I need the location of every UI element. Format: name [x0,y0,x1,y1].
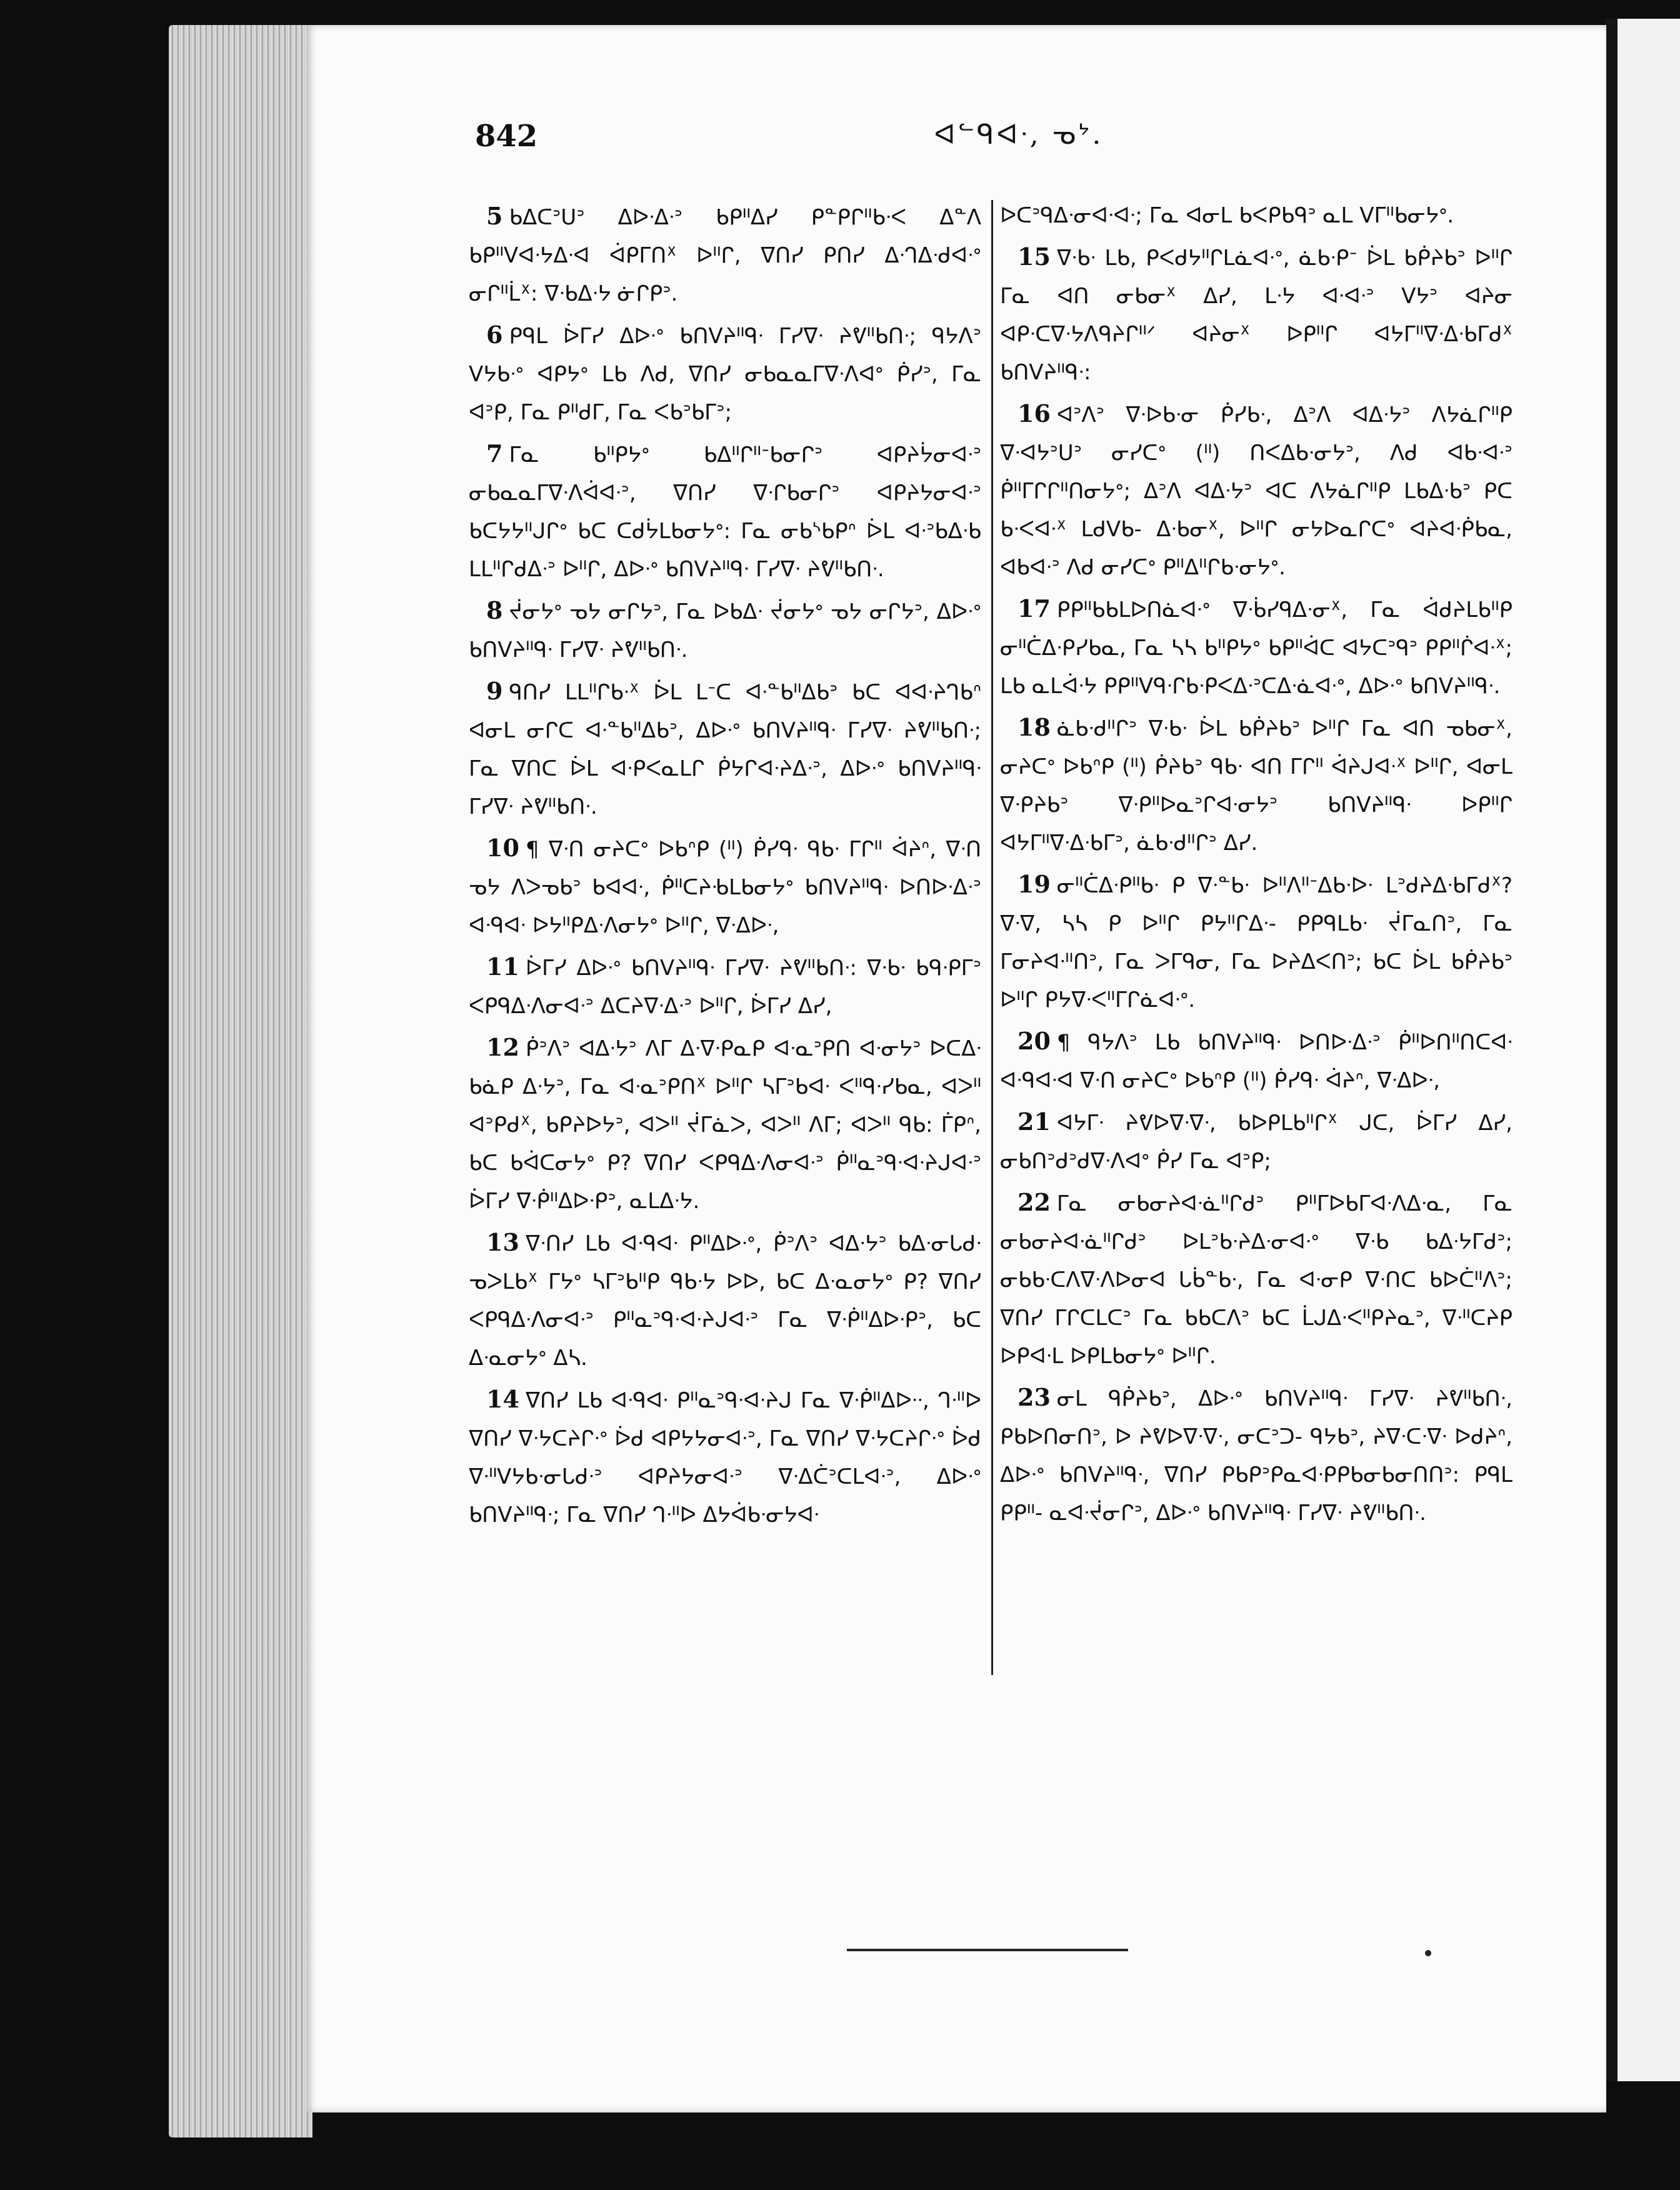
verse-text: ᐅᑕᐣᑫᐃᐧᓂᐊᐧᐊᐧ; ᒥᓇ ᐊᓂᒪ ᑲᐸᑭᑲᑫᐣ ᓇᒪ ᐯᒥᐦᑲᓂᔭᐤ. [1000,203,1454,228]
running-head: ᐊᓪᑫᐊᐧ, ᓀᔾ. [934,119,1104,151]
verse [1000,238,1512,392]
verse [469,829,981,945]
verse-number: 23 [1018,1383,1051,1411]
book-gutter [1605,19,1619,2081]
verse-number: 17 [1018,594,1051,622]
verse-number: 8 [486,596,503,624]
verse [1000,197,1512,235]
verse [1000,1022,1512,1100]
verse [469,948,981,1026]
verse-text: ᐁᐧᑎᓯ ᒪᑲ ᐊᐧᑫᐊᐧ ᑭᐦᐃᐅᐧᐤ, ᑮᐣᐱᐣ ᐊᐃᐧᔭᐣ ᑲᐃᐧᓂᒐᑯᐧ ᓀᐳᒪᑲᕽ ᒥᔭᐤ ᓴᒥᐣᑲᐦᑭ ᑫᑲᐧᔭ ᐅᐅ, ᑲᑕ ᐃᐧᓇᓂᔭᐤ ᑭ? ᐁᑎᓯ ᐸᑭᑫᐃᐧᐱᓂᐊᐧᐣ ᑭᐦᓇᐣᑫᐧᐊᐧᔨᒍᐊᐧᐣ ᒥᓇ ᐁᐧᑮᐦᐃᐅᐧᑭᐣ, ᑲᑕ ᐃᐧᓇᓂᔭᐤ ᐃᓴ. [469,1231,981,1371]
verse-number: 19 [1018,870,1051,898]
verse-text: ᑭᑫᒪ ᐆᒥᓯ ᐃᐅᐧᐤ ᑲᑎᐯᔨᐦᑫᐧ ᒥᓯᐁᐧ ᔨᕓᐦᑲᑎᐧ; ᑫᔭᐱᐣ ᐯᔭᑲᐧᐤ ᐊᑭᔭᐤ ᒪᑲ ᐱᑯ, ᐁᑎᓯ ᓂᑲᓇᓇᒥᐁᐧᐱᐊᐤ ᑮᓯᐣ, ᒥᓇ ᐊᐣᑭ, ᒥᓇ ᑭᐦᑯᒥ, ᒥᓇ ᐸᑲᐣᑲᒥᐣ; [469,324,981,425]
verse-number: 16 [1018,399,1051,428]
verse-text: ᐊᔭᒥᐧ ᔨᕓᐅᐁᐧᐁᐧ, ᑲᐅᑭᒪᑲᐦᒋᕽ ᒍᑕ, ᐆᒥᓯ ᐃᓯ, ᓂᑲᑎᐣᑯᐣᑯᐁᐧᐱᐊᐤ ᑮᓯ ᒥᓇ ᐊᐣᑭ; [1000,1111,1512,1174]
verse-number: 20 [1018,1027,1051,1055]
verse [469,591,981,669]
verse-text: ᔫᓂᔭᐤ ᓀᔭ ᓂᒋᔭᐣ, ᒥᓇ ᐅᑲᐃᐧ ᔫᓂᔭᐤ ᓀᔭ ᓂᒋᔭᐣ, ᐃᐅᐧᐤ ᑲᑎᐯᔨᐦᑫᐧ ᒥᓯᐁᐧ ᔨᕓᐦᑲᑎᐧ. [469,599,981,662]
verse [469,1028,981,1221]
page-header [475,119,1562,169]
verse-text: ᑮᐣᐱᐣ ᐊᐃᐧᔭᐣ ᐱᒥ ᐃᐧᐁᐧᑭᓇᑭ ᐊᐧᓇᐣᑭᑎ ᐊᐧᓂᔭᐣ ᐅᑕᐃᐧ ᑲᓈᑭ ᐃᐧᔭᐣ, ᒥᓇ ᐊᐧᓇᐣᑭᑎᕽ ᐅᐦᒋ ᓴᒥᐣᑲᐊᐧ ᐸᐦᑫᐧᓯᑲᓇ, ᐊᐳᐦ ᐊᐣᑭᑯᕽ, ᑲᑭᔨᐅᔭᐣ, ᐊᐳᐦ ᔫᒥᓈᐳ, ᐊᐳᐦ ᐱᒥ; ᐊᐳᐦ ᑫᑲ: ᒦᑭᐢ, ᑲᑕ ᑲᐋᑕᓂᔭᐤ ᑭ? ᐁᑎᓯ ᐸᑭᑫᐃᐧᐱᓂᐊᐧᐣ ᑮᐦᓇᐣᑫᐧᐊᐧᔨᒍᐊᐧᐣ ᐆᒥᓯ ᐁᐧᑮᐦᐃᐅᐧᑭᐣ, ᓇᒪᐃᐧᔭ. [469,1036,981,1214]
verse [469,1380,981,1534]
book-page [306,25,1606,2112]
verse [1000,1102,1512,1181]
verse-text: ᑲᐃᑕᐣᑌᐣ ᐃᐅᐧᐃᐧᐣ ᑲᑭᐦᐃᓯ ᑭᓐᑭᒋᐦᑲᐧᐸ ᐃᓐᐱ ᑲᑭᐦᐯᐊᐧᔭᐃᐧᐊ ᐋᑭᒥᑎᕽ ᐅᐦᒋ, ᐁᑎᓯ ᑭᑎᓯ ᐃᐧᒉᐃᐧᑯᐊᐧᐤ ᓂᒋᐦᒫᕽ: ᐁᐧᑲᐃᐧᔭ ᓃᒋᑭᐣ. [469,205,981,306]
verse-text: ᐁᑎᓯ ᒪᑲ ᐊᐧᑫᐊᐧ ᑭᐦᓇᐣᑫᐧᐊᐧᔨᒍ ᒥᓇ ᐁᐧᑮᐦᐃᐅᐧᐧ, ᒉᐧᐦᐅ ᐁᑎᓯ ᐁᐧᔭᑕᔨᒋᐧᐤ ᐆᑯ ᐊᑭᔭᔭᓂᐊᐧᐣ, ᒥᓇ ᐁᑎᓯ ᐁᐧᔭᑕᔨᒋᐧᐤ ᐆᑯ ᐁᐧᐦᐯᔭᑲᐧᓂᒐᑯᐧᐣ ᐊᑭᔨᔭᓂᐊᐧᐣ ᐁᐧᐃᑖᐣᑕᒪᐊᐧᐣ, ᐃᐅᐧᐤ ᑲᑎᐯᔨᐦᑫᐧ; ᒥᓇ ᐁᑎᓯ ᒉᐧᐦᐅ ᐃᔭᐋᑲᐧᓂᔭᐊᐧ [469,1388,981,1528]
verse-number: 11 [486,952,519,981]
verse [1000,865,1512,1019]
end-rule [847,1949,1128,1951]
verse-text: ¶ ᐁᐧᑎ ᓂᔨᑕᐤ ᐅᑲᐢᑭ (ᐦ) ᑮᓯᑫᐧ ᑫᑲᐧ ᒥᒋᐦ ᐋᔨᐢ, ᐁᐧᑎ ᓀᔭ ᐱᐳᓀᑲᐣ ᑲᐊᐊᐧ, ᑮᐦᑕᔨᑾᒪᑲᓂᔭᐤ ᑲᑎᐯᔨᐦᑫᐧ ᐅᑎᐅᐧᐃᐧᐣ ᐊᐧᑫᐊᐧ ᐅᔭᐦᑭᐃᐧᐱᓂᔭᐤ ᐅᐦᒋ, ᐁᐧᐃᐅᐧ, [469,837,981,938]
verse [1000,1183,1512,1376]
verse-number: 18 [1018,713,1051,741]
verse [1000,589,1512,706]
verse-text: ᓂᒪ ᑫᑮᔨᑲᐣ, ᐃᐅᐧᐤ ᑲᑎᐯᔨᐦᑫᐧ ᒥᓯᐁᐧ ᔨᕓᐦᑲᑎᐧ, ᑭᑲᐅᑎᓂᑎᐣ, ᐅ ᔨᕓᐅᐁᐧᐁᐧ, ᓂᑕᐣᑐ- ᑫᔭᑲᐣ, ᔨᐁᐧᑕᐧᐁᐧ ᐅᑯᔨᐢ, ᐃᐅᐧᐤ ᑲᑎᐯᔨᐦᑫᐧ, ᐁᑎᓯ ᑭᑲᑭᐣᑭᓇᐊᐧᑭᑭᑲᓂᑲᓂᑎᑎᐣ: ᑭᑫᒪ ᑭᑭᐦ- ᓇᐊᐧᔫᓂᒋᐣ, ᐃᐅᐧᐤ ᑲᑎᐯᔨᐦᑫᐧ ᒥᓯᐁᐧ ᔨᕓᐦᑲᑎᐧ. [1000,1386,1512,1526]
verse-number: 5 [486,202,503,230]
page-number: 842 [475,119,538,154]
verse-number: 6 [486,321,503,349]
verse-text: ᐆᒥᓯ ᐃᐅᐧᐤ ᑲᑎᐯᔨᐦᑫᐧ ᒥᓯᐁᐧ ᔨᕓᐦᑲᑎᐧ: ᐁᐧᑲᐧ ᑲᑫᐧᑭᒥᐣ ᐸᑭᑫᐃᐧᐱᓂᐊᐧᐣ ᐃᑕᔨᐁᐧᐃᐧᐣ ᐅᐦᒋ, ᐆᒥᓯ ᐃᓯ, [469,956,981,1019]
verse [469,434,981,589]
verse [1000,394,1512,587]
right-column [1000,197,1512,1535]
verse-number: 14 [486,1385,519,1413]
verse-text: ᑭᑭᐦᑲᑲᒪᐅᑎᓈᐊᐧᐤ ᐁᐧᑳᓯᑫᐃᐧᓂᕽ, ᒥᓇ ᐋᑯᔨᒪᑲᐦᑭ ᓂᐦᑖᐃᐧᑭᓯᑲᓇ, ᒥᓇ ᓴᓴ ᑲᐦᑭᔭᐤ ᑲᑭᐦᐋᑕ ᐊᔭᑕᐣᑫᐣ ᑭᑭᐦᒌᐊᐧᕽ; ᒪᑲ ᓇᒪᐋᐧᔭ ᑭᑭᐦᐯᑫᐧᒋᑲᐧᑭᐸᐃᐧᐣᑕᐃᐧᓈᐊᐧᐤ, ᐃᐅᐧᐤ ᑲᑎᐯᔨᐦᑫᐧ. [1000,598,1512,699]
verse [469,1223,981,1378]
verse-text: ¶ ᑫᔭᐱᐣ ᒪᑲ ᑲᑎᐯᔨᐦᑫᐧ ᐅᑎᐅᐧᐃᐧᐣ ᑮᐦᐅᑎᐦᑎᑕᐊᐧ ᐊᐧᑫᐊᐧᐊ ᐁᐧᑎ ᓂᔨᑕᐤ ᐅᑲᐢᑭ (ᐦ) ᑮᓯᑫᐧ ᐋᔨᐢ, ᐁᐧᐃᐅᐧ, [1000,1030,1512,1093]
verse-number: 10 [486,834,519,862]
end-dot [1425,1950,1431,1956]
verse-text: ᐊᐣᐱᐣ ᐁᐧᐅᑲᐧᓂ ᑮᓯᑲᐧ, ᐃᐣᐱ ᐊᐃᐧᔭᐣ ᐱᔭᓈᒋᐦᑭ ᐁᐧᐊᔭᐣᑌᐣ ᓂᓯᑕᐤ (ᐦ) ᑎᐸᐃᑲᐧᓂᔭᐣ, ᐱᑯ ᐊᑲᐧᐊᐧᐣ ᑮᐦᒥᒋᒋᐦᑎᓂᔭᐤ; ᐃᐣᐱ ᐊᐃᐧᔭᐣ ᐊᑕ ᐱᔭᓈᒋᐦᑭ ᒪᑲᐃᐧᑲᐣ ᑭᑕ ᑲᐧᐸᐊᐧᕽ ᒪᑯᐯᑲ- ᐃᐧᑲᓂᕽ, ᐅᐦᒋ ᓂᔭᐅᓇᒋᑕᐤ ᐊᔨᐊᐧᑮᑲᓇ, ᐊᑲᐊᐧᐣ ᐱᑯ ᓂᓯᑕᐤ ᑭᐦᐃᐦᒋᑲᐧᓂᔭᐤ. [1000,402,1512,580]
verse-number: 21 [1018,1108,1051,1136]
verse-number: 12 [486,1033,519,1061]
facing-page-edge [1618,19,1680,2081]
verse-text: ᑫᑎᓯ ᒪᒪᐦᒋᑲᐧᕽ ᐆᒪ ᒪᐨᑕ ᐊᐧᓐᑲᐦᐃᑲᐣ ᑲᑕ ᐊᐊᐧᔨᒉᑲᐢ ᐊᓂᒪ ᓂᒋᑕ ᐊᐧᓐᑲᐦᐃᑲᐣ, ᐃᐅᐧᐤ ᑲᑎᐯᔨᐦᑫᐧ ᒥᓯᐁᐧ ᔨᕓᐦᑲᑎᐧ; ᒥᓇ ᐁᑎᑕ ᐆᒪ ᐊᐧᑭᐸᓇᒪᒋ ᑮᔭᒋᐊᐧᔨᐃᐧᐣ, ᐃᐅᐧᐤ ᑲᑎᐯᔨᐦᑫᐧ ᒥᓯᐁᐧ ᔨᕓᐦᑲᑎᐧ. [469,680,981,819]
verse [1000,1378,1512,1532]
verse [1000,708,1512,862]
verse-number: 13 [486,1228,519,1256]
verse-text: ᐁᐧᑲᐧ ᒪᑲ, ᑭᐸᑯᔭᐦᒋᒪᓈᐊᐧᐤ, ᓈᑲᐧᑭᐨ ᐆᒪ ᑲᑮᔨᑲᐣ ᐅᐦᒋ ᒥᓇ ᐊᑎ ᓂᑲᓂᕽ ᐃᓯ, ᒪᐧᔭ ᐊᐧᐊᐧᐣ ᐯᔭᐣ ᐊᔨᓂ ᐊᑭᐧᑕᐁᐧᔭᐱᑫᔨᒋᐦᐟ ᐊᔨᓂᕽ ᐅᑭᐦᒋ ᐊᔭᒥᐦᐁᐧᐃᐧᑲᒥᑯᕽ ᑲᑎᐯᔨᐦᑫᐧ: [1000,246,1512,385]
verse-text: ᓂᐦᑖᐃᐧᑭᐦᑲᐧ ᑭ ᐁᐧᓐᑲᐧ ᐅᐦᐱᐦᐨᐃᑲᐧᐅᐧ ᒪᐣᑯᔨᐃᐧᑲᒥᑯᕽ? ᐁᐧᐁ, ᓴᓴ ᑭ ᐅᐦᒋ ᑭᔭᐦᒋᐃᐧ- ᑭᑭᑫᒪᑲᐧ ᔫᒥᓇᑎᐣ, ᒥᓇ ᒥᓂᔨᐊᐧᐦᑎᐣ, ᒥᓇ ᐳᒥᑫᓂ, ᒥᓇ ᐅᔨᐃᐸᑎᐣ; ᑲᑕ ᐆᒪ ᑲᑮᔨᑲᐣ ᐅᐦᒋ ᑭᔭᐁᐧᐸᐦᒥᒋᓈᐊᐧᐤ. [1000,873,1512,1012]
verse [469,316,981,432]
verse-text: ᓈᑲᐧᑯᐦᒋᐣ ᐁᐧᑲᐧ ᐆᒪ ᑲᑮᔨᑲᐣ ᐅᐦᒋ ᒥᓇ ᐊᑎ ᓀᑲᓂᕽ, ᓂᔨᑕᐤ ᐅᑲᐢᑭ (ᐦ) ᑮᔨᑲᐣ ᑫᑲᐧ ᐊᑎ ᒥᒋᐦ ᐋᔨᒍᐊᐧᕽ ᐅᐦᒋ, ᐊᓂᒪ ᐁᐧᑭᔨᑲᐣ ᐁᐧᑭᐦᐅᓇᐣᒋᐊᐧᓂᔭᐣ ᑲᑎᐯᔨᐦᑫᐧ ᐅᑭᐦᒋ ᐊᔭᒥᐦᐁᐧᐃᐧᑲᒥᐣ, ᓈᑲᐧᑯᐦᒋᐣ ᐃᓯ. [1000,716,1512,856]
verse-text: ᒥᓇ ᓂᑲᓂᔨᐊᐧᓈᐦᒋᑯᐣ ᑭᐦᒥᐅᑲᒥᐊᐧᐱᐃᐧᓇ, ᒥᓇ ᓂᑲᓂᔨᐊᐧᓈᐦᒋᑯᐣ ᐅᒪᐣᑲᐧᔨᐃᐧᓂᐊᐧᐤ ᐁᐧᑲ ᑲᐃᐧᔭᒥᑯᐣ; ᓂᑲᑲᐧᑕᐱᐁᐧᐱᐅᓂᐊ ᒐᑳᓐᑲᐧ, ᒥᓇ ᐊᐧᓂᑭ ᐁᐧᑎᑕ ᑲᐅᑖᐦᐱᐣ; ᐁᑎᓯ ᒥᒋᑕᒪᑕᐣ ᒥᓇ ᑲᑲᑕᐱᐣ ᑲᑕ ᒫᒍᐃᐧᐸᐦᑭᔨᓇᐣ, ᐁᐧᐦᑕᔨᑭ ᐅᑭᐊᐧᒪ ᐅᑭᒪᑲᓂᔭᐤ ᐅᐦᒋ. [1000,1191,1512,1369]
verse-number: 22 [1018,1188,1051,1216]
verse-number: 15 [1018,242,1051,271]
column-divider [991,200,993,1675]
verse-text: ᒥᓇ ᑲᐦᑭᔭᐤ ᑲᐃᐦᒋᐦᐨᑲᓂᒋᐣ ᐊᑭᔨᔮᓂᐊᐧᐣ ᓂᑲᓇᓇᒥᐁᐧᐱᐋᐊᐧᐣ, ᐁᑎᓯ ᐁᐧᒋᑲᓂᒋᐣ ᐊᑭᔨᔭᓂᐊᐧᐣ ᑲᑕᔭᔭᐦᒍᒋᐤ ᑲᑕ ᑕᑯᔮᒪᑲᓂᔭᐤ: ᒥᓇ ᓂᑲᔅᑲᑭᐢ ᐆᒪ ᐊᐧᐣᑲᐃᐧᑲ ᒪᒪᐦᒋᑯᐃᐧᐣ ᐅᐦᒋ, ᐃᐅᐧᐤ ᑲᑎᐯᔨᐦᑫᐧ ᒥᓯᐁᐧ ᔨᕓᐦᑲᑎᐧ. [469,442,981,582]
verse [469,672,981,826]
book-page-edges [169,25,312,2138]
left-column [469,197,981,1537]
verse-number: 9 [486,677,503,705]
verse-number: 7 [486,439,503,468]
verse [469,197,981,313]
